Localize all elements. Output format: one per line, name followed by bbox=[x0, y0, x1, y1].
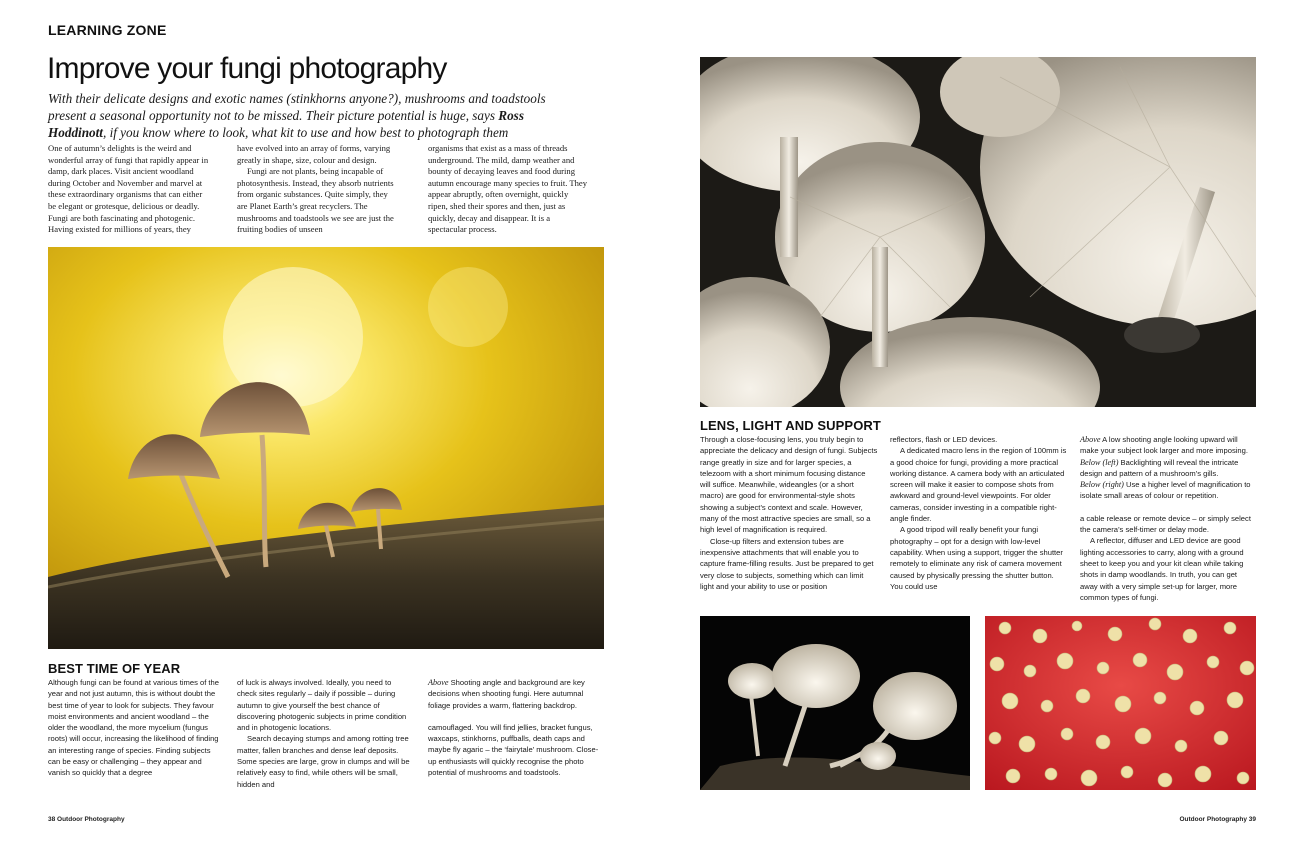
best-time-column-1: Although fungi can be found at various times of the year and not just autumn, this is without doubt the best time of year to look for subjects. They favour moist environments and ancient woodland – the older the woodland, the more mycelium (fungus roots) will occur, increasing the likelihood of finding an interesting range of species. Finding subjects can be easy or challenging – they appear and vanish so quickly that a degree bbox=[48, 678, 219, 778]
photo-fly-agaric-closeup bbox=[985, 616, 1256, 790]
lens-column-3: Above A low shooting angle looking upward will make your subject look larger and more imposing. Below (left) Backlighting will reveal the intricate design and pattern of a mushroom’s gills. Below (right) Use a higher level of magnification to isolate small areas of colour or repetition. a cable release or remote device – or simply select the camera’s self-timer or delay mode. A reflector, diffuser and LED device are good lighting accessories to carry, along with a ground sheet to keep you and your kit clean while taking shots in damp woodlands. In truth, you can get away with a very simple set-up for larger, more common types of fungi. bbox=[1080, 434, 1255, 603]
intro-column-1: One of autumn’s delights is the weird and wonderful array of fungi that rapidly appear in damp, dark places. Visit ancient woodland during October and November and marvel at these extraordinary organisms that can either be elegant or grotesque, delicious or deadly. Fungi are both fascinating and photogenic. Having existed for millions of years, they bbox=[48, 143, 209, 235]
intro-column-3: organisms that exist as a mass of threads underground. The mild, damp weather and bounty of decaying leaves and food during autumn encourage many species to fruit. They appear abruptly, often overnight, quickly ripen, shed their spores and then, just as quickly, decay and disappear. It is a spectacular process. bbox=[428, 143, 588, 235]
caption-below-right: Below (right) Use a higher level of magnification to isolate small areas of colour or repetition. bbox=[1080, 480, 1251, 501]
best-time-column-2: of luck is always involved. Ideally, you need to check sites regularly – daily if possible – during autumn to give yourself the best chance of discovering photogenic subjects in prime condition and in photogenic locations. Search decaying stumps and among rotting tree matter, fallen branches and dense leaf deposits. Some species are large, grow in clumps and will be relatively easy to find, while others will be small, hidden and bbox=[237, 678, 410, 789]
caption-main-photo: Above Shooting angle and background are key decisions when shooting fungi. Here autumnal foliage provides a warm, flattering backdrop. bbox=[428, 678, 585, 710]
folio-left: 38 Outdoor Photography bbox=[48, 816, 125, 823]
caption-below-left: Below (left) Backlighting will reveal the intricate design and pattern of a mushroom’s gills. bbox=[1080, 457, 1239, 478]
photo-white-mushrooms-from-below bbox=[700, 57, 1256, 407]
section-tag: LEARNING ZONE bbox=[48, 22, 167, 38]
lens-column-2: reflectors, flash or LED devices. A dedicated macro lens in the region of 100mm is a good choice for fungi, providing a more practical working distance. A camera body with an articulated screen will make it easier to compose shots from awkward and ground-level viewpoints. For older cameras, consider investing in a compatible right-angle finder. A good tripod will really benefit your fungi photography – opt for a design with low-level capability. When using a support, trigger the shutter remotely to eliminate any risk of camera movement caused by physically pressing the shutter button. You could use bbox=[890, 435, 1067, 591]
author-name: Ross Hoddinott bbox=[48, 108, 524, 140]
best-time-column-3: Above Shooting angle and background are key decisions when shooting fungi. Here autumnal foliage provides a warm, flattering backdrop. camouflaged. You will find jellies, bracket fungus, waxcaps, stinkhorns, puffballs, death caps and maybe fly agaric – the ‘fairytale’ mushroom. Close-up enthusiasts will quickly recognise the photo potential of mushrooms and toadstools. bbox=[428, 677, 603, 778]
heading-best-time: BEST TIME OF YEAR bbox=[48, 661, 181, 676]
caption-above: Above A low shooting angle looking upward will make your subject look larger and more imposing. bbox=[1080, 435, 1248, 456]
photo-backlit-mushrooms bbox=[700, 616, 970, 790]
intro-column-2: have evolved into an array of forms, varying greatly in shape, size, colour and design. Fungi are not plants, being incapable of photosynthesis. Instead, they absorb nutrients from organic substances. Quite simply, they are Planet Earth’s great recyclers. The mushrooms and toadstools we see are just the fruiting bodies of unseen bbox=[237, 143, 394, 235]
lens-column-1: Through a close-focusing lens, you truly begin to appreciate the delicacy and design of fungi. Subjects range greatly in size and for larger species, a telezoom with a short minimum focusing distance will suffice. Meanwhile, wideangles (or a short macro) are good for environmental-style shots showing a subject’s context and scale. However, many of the most attractive species are small, so a high level of magnification is required. Close-up filters and extension tubes are inexpensive attachments that will enable you to capture frame-filling results. Just be prepared to get very close to subjects, something which can limit light and your ability to use or position bbox=[700, 435, 878, 591]
article-title: Improve your fungi photography bbox=[47, 52, 447, 85]
standfirst: With their delicate designs and exotic names (stinkhorns anyone?), mushrooms and toadstools present a seasonal opportunity not to be missed. Their picture potential is huge, says Ross Hoddinott, if you know where to look, what kit to use and how best to photograph them bbox=[48, 91, 546, 140]
folio-right: Outdoor Photography 39 bbox=[1179, 816, 1256, 823]
heading-lens-light-support: LENS, LIGHT AND SUPPORT bbox=[700, 418, 881, 433]
photo-mushrooms-golden-backdrop bbox=[48, 247, 604, 649]
